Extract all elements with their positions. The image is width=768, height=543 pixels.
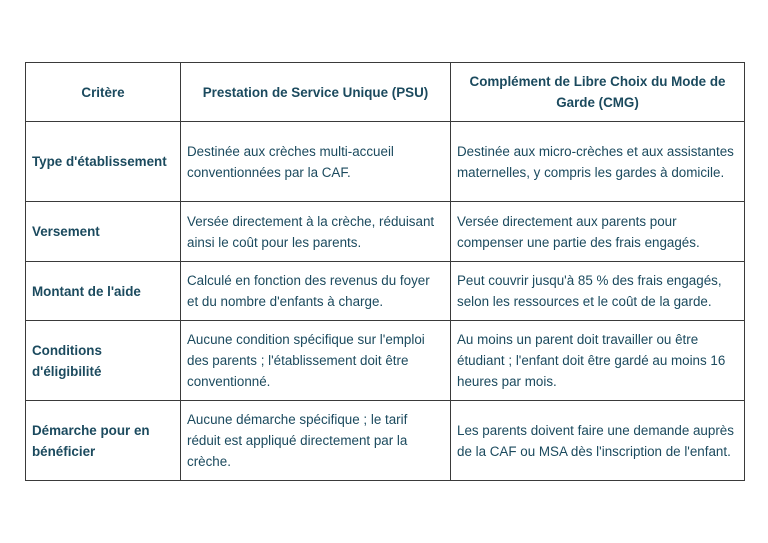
table-header-row: [26, 63, 745, 122]
header-cmg: Complément de Libre Choix du Mode de Garde (CMG): [451, 63, 745, 122]
psu-cell: Aucune démarche spécifique ; le tarif réduit est appliqué directement par la crèche.: [181, 401, 451, 481]
comparison-table: [25, 62, 745, 481]
criterion-cell: Démarche pour en bénéficier: [26, 401, 181, 481]
criterion-cell: Type d'établissement: [26, 122, 181, 202]
table-row: [26, 122, 745, 202]
psu-cell: Destinée aux crèches multi-accueil conventionnées par la CAF.: [181, 122, 451, 202]
cmg-cell: Au moins un parent doit travailler ou être étudiant ; l'enfant doit être gardé au moins 16 heures par mois.: [451, 321, 745, 401]
cmg-cell: Versée directement aux parents pour compenser une partie des frais engagés.: [451, 202, 745, 262]
table-row: [26, 202, 745, 262]
psu-cell: Versée directement à la crèche, réduisant ainsi le coût pour les parents.: [181, 202, 451, 262]
header-criterion: Critère: [26, 63, 181, 122]
header-psu: Prestation de Service Unique (PSU): [181, 63, 451, 122]
table-row: [26, 401, 745, 481]
psu-cell: Calculé en fonction des revenus du foyer et du nombre d'enfants à charge.: [181, 262, 451, 321]
cmg-cell: Les parents doivent faire une demande auprès de la CAF ou MSA dès l'inscription de l'enfant.: [451, 401, 745, 481]
criterion-cell: Montant de l'aide: [26, 262, 181, 321]
criterion-cell: Versement: [26, 202, 181, 262]
table-row: [26, 262, 745, 321]
cmg-cell: Peut couvrir jusqu'à 85 % des frais engagés, selon les ressources et le coût de la garde.: [451, 262, 745, 321]
cmg-cell: Destinée aux micro-crèches et aux assistantes maternelles, y compris les gardes à domicile.: [451, 122, 745, 202]
criterion-cell: Conditions d'éligibilité: [26, 321, 181, 401]
table-row: [26, 321, 745, 401]
psu-cell: Aucune condition spécifique sur l'emploi des parents ; l'établissement doit être conventionné.: [181, 321, 451, 401]
